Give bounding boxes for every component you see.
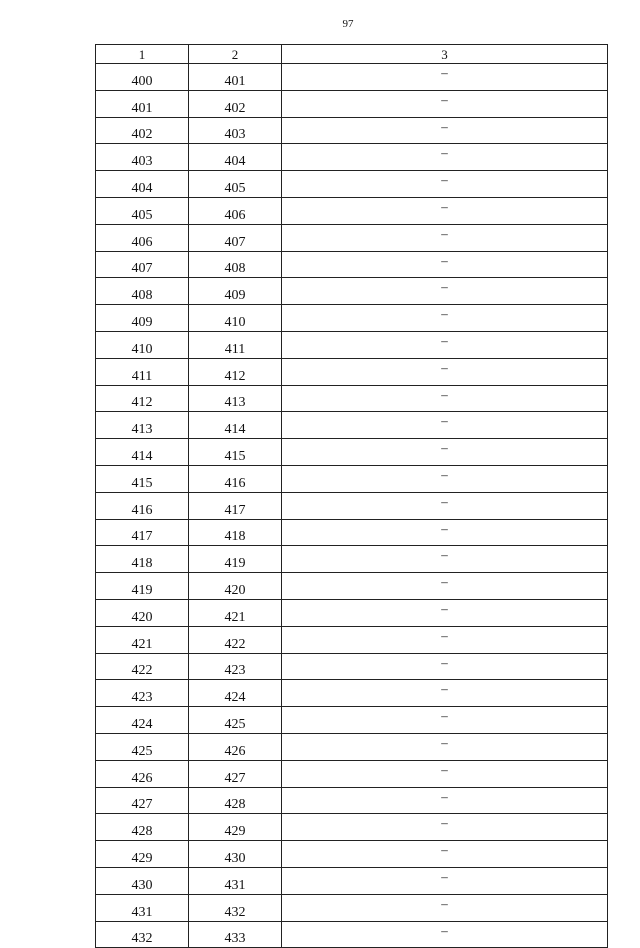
table-cell-col-3: – xyxy=(282,251,608,278)
table-cell-col-1: 426 xyxy=(96,760,189,787)
column-header-3: 3 xyxy=(282,45,608,64)
table-row xyxy=(96,439,608,466)
table-cell-col-2: 417 xyxy=(189,492,282,519)
table-cell-col-3: – xyxy=(282,814,608,841)
table-cell-col-1: 421 xyxy=(96,626,189,653)
table-cell-col-1: 424 xyxy=(96,707,189,734)
table-cell-col-2: 410 xyxy=(189,305,282,332)
table-cell-col-1: 404 xyxy=(96,171,189,198)
table-cell-col-1: 406 xyxy=(96,224,189,251)
table-body xyxy=(96,64,608,948)
data-table-container xyxy=(95,44,607,948)
table-cell-col-3: – xyxy=(282,733,608,760)
table-cell-col-2: 430 xyxy=(189,841,282,868)
table-cell-col-2: 411 xyxy=(189,331,282,358)
table-row xyxy=(96,546,608,573)
table-row xyxy=(96,653,608,680)
table-cell-col-2: 409 xyxy=(189,278,282,305)
table-cell-col-2: 428 xyxy=(189,787,282,814)
table-cell-col-1: 427 xyxy=(96,787,189,814)
table-cell-col-2: 415 xyxy=(189,439,282,466)
table-cell-col-1: 405 xyxy=(96,197,189,224)
table-cell-col-3: – xyxy=(282,305,608,332)
table-row xyxy=(96,680,608,707)
table-cell-col-3: – xyxy=(282,626,608,653)
table-row xyxy=(96,412,608,439)
table-row xyxy=(96,814,608,841)
table-cell-col-1: 407 xyxy=(96,251,189,278)
table-cell-col-2: 404 xyxy=(189,144,282,171)
table-cell-col-1: 432 xyxy=(96,921,189,948)
table-cell-col-3: – xyxy=(282,197,608,224)
table-cell-col-2: 429 xyxy=(189,814,282,841)
table-cell-col-1: 408 xyxy=(96,278,189,305)
table-cell-col-2: 420 xyxy=(189,573,282,600)
table-cell-col-3: – xyxy=(282,117,608,144)
table-cell-col-1: 402 xyxy=(96,117,189,144)
table-row xyxy=(96,867,608,894)
table-cell-col-2: 427 xyxy=(189,760,282,787)
table-row xyxy=(96,841,608,868)
table-cell-col-3: – xyxy=(282,144,608,171)
table-cell-col-2: 412 xyxy=(189,358,282,385)
table-cell-col-2: 431 xyxy=(189,867,282,894)
table-cell-col-3: – xyxy=(282,358,608,385)
table-cell-col-1: 403 xyxy=(96,144,189,171)
table-row xyxy=(96,197,608,224)
table-cell-col-1: 425 xyxy=(96,733,189,760)
table-cell-col-3: – xyxy=(282,331,608,358)
table-cell-col-3: – xyxy=(282,546,608,573)
table-cell-col-3: – xyxy=(282,841,608,868)
table-cell-col-3: – xyxy=(282,787,608,814)
table-cell-col-2: 408 xyxy=(189,251,282,278)
table-row xyxy=(96,64,608,91)
table-cell-col-2: 433 xyxy=(189,921,282,948)
table-cell-col-2: 405 xyxy=(189,171,282,198)
table-row xyxy=(96,492,608,519)
table-cell-col-3: – xyxy=(282,921,608,948)
table-row xyxy=(96,331,608,358)
table-cell-col-2: 423 xyxy=(189,653,282,680)
table-cell-col-3: – xyxy=(282,439,608,466)
table-row xyxy=(96,626,608,653)
table-cell-col-3: – xyxy=(282,64,608,91)
table-cell-col-1: 411 xyxy=(96,358,189,385)
table-cell-col-1: 418 xyxy=(96,546,189,573)
table-cell-col-2: 425 xyxy=(189,707,282,734)
table-cell-col-3: – xyxy=(282,171,608,198)
table-cell-col-3: – xyxy=(282,680,608,707)
table-row xyxy=(96,385,608,412)
table-cell-col-3: – xyxy=(282,492,608,519)
table-cell-col-3: – xyxy=(282,707,608,734)
data-table xyxy=(95,44,608,948)
column-header-1: 1 xyxy=(96,45,189,64)
header-row xyxy=(96,45,608,64)
table-cell-col-1: 414 xyxy=(96,439,189,466)
table-row xyxy=(96,787,608,814)
table-row xyxy=(96,358,608,385)
table-cell-col-3: – xyxy=(282,760,608,787)
table-row xyxy=(96,171,608,198)
table-row xyxy=(96,278,608,305)
table-cell-col-2: 416 xyxy=(189,465,282,492)
table-cell-col-3: – xyxy=(282,278,608,305)
table-cell-col-2: 401 xyxy=(189,64,282,91)
table-cell-col-3: – xyxy=(282,599,608,626)
table-row xyxy=(96,760,608,787)
table-row xyxy=(96,90,608,117)
table-cell-col-2: 432 xyxy=(189,894,282,921)
table-cell-col-1: 401 xyxy=(96,90,189,117)
table-cell-col-1: 431 xyxy=(96,894,189,921)
table-row xyxy=(96,465,608,492)
table-cell-col-3: – xyxy=(282,412,608,439)
table-cell-col-2: 402 xyxy=(189,90,282,117)
table-cell-col-3: – xyxy=(282,573,608,600)
table-row xyxy=(96,921,608,948)
table-row xyxy=(96,519,608,546)
table-cell-col-3: – xyxy=(282,90,608,117)
table-cell-col-1: 430 xyxy=(96,867,189,894)
table-cell-col-1: 415 xyxy=(96,465,189,492)
table-cell-col-2: 426 xyxy=(189,733,282,760)
table-cell-col-1: 423 xyxy=(96,680,189,707)
table-cell-col-1: 409 xyxy=(96,305,189,332)
table-cell-col-1: 413 xyxy=(96,412,189,439)
table-cell-col-3: – xyxy=(282,867,608,894)
table-cell-col-3: – xyxy=(282,224,608,251)
table-cell-col-3: – xyxy=(282,465,608,492)
table-cell-col-2: 418 xyxy=(189,519,282,546)
column-header-2: 2 xyxy=(189,45,282,64)
table-header xyxy=(96,45,608,64)
table-cell-col-2: 403 xyxy=(189,117,282,144)
table-cell-col-2: 407 xyxy=(189,224,282,251)
table-cell-col-1: 420 xyxy=(96,599,189,626)
table-cell-col-3: – xyxy=(282,385,608,412)
table-cell-col-2: 424 xyxy=(189,680,282,707)
table-cell-col-1: 417 xyxy=(96,519,189,546)
table-cell-col-2: 421 xyxy=(189,599,282,626)
table-cell-col-2: 406 xyxy=(189,197,282,224)
table-cell-col-2: 422 xyxy=(189,626,282,653)
table-row xyxy=(96,599,608,626)
table-row xyxy=(96,117,608,144)
table-cell-col-3: – xyxy=(282,519,608,546)
table-cell-col-2: 414 xyxy=(189,412,282,439)
table-row xyxy=(96,894,608,921)
table-cell-col-1: 412 xyxy=(96,385,189,412)
table-row xyxy=(96,251,608,278)
table-cell-col-1: 419 xyxy=(96,573,189,600)
table-row xyxy=(96,573,608,600)
table-row xyxy=(96,144,608,171)
table-cell-col-1: 428 xyxy=(96,814,189,841)
table-cell-col-3: – xyxy=(282,653,608,680)
table-cell-col-3: – xyxy=(282,894,608,921)
table-cell-col-1: 400 xyxy=(96,64,189,91)
table-cell-col-1: 422 xyxy=(96,653,189,680)
table-row xyxy=(96,733,608,760)
page-number: 97 xyxy=(342,18,354,30)
table-row xyxy=(96,224,608,251)
table-row xyxy=(96,707,608,734)
table-cell-col-1: 429 xyxy=(96,841,189,868)
table-row xyxy=(96,305,608,332)
table-cell-col-1: 410 xyxy=(96,331,189,358)
table-cell-col-1: 416 xyxy=(96,492,189,519)
table-cell-col-2: 419 xyxy=(189,546,282,573)
table-cell-col-2: 413 xyxy=(189,385,282,412)
